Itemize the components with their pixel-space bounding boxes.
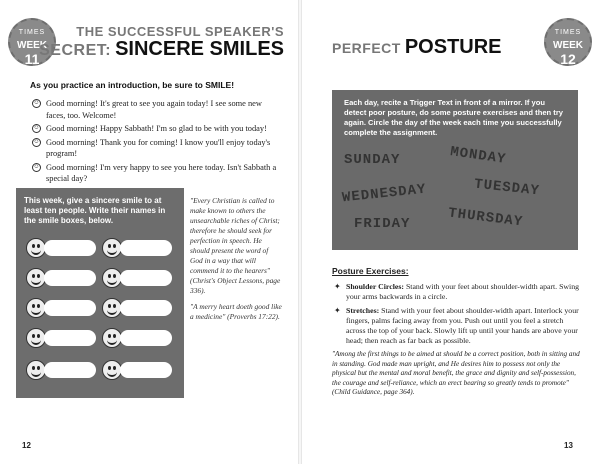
- smiley-face-icon: [26, 360, 46, 380]
- posture-instructions: Each day, recite a Trigger Text in front of a mirror. If you detect poor posture, do some posture exercises and then try again. Circle the day of the week each time you successfully complete the assignment.: [344, 98, 564, 137]
- smiley-icon: ☺: [33, 163, 40, 170]
- greeting-list: [32, 98, 282, 187]
- right-page: [300, 0, 600, 464]
- figure-icon: ✦: [334, 282, 341, 291]
- day-wednesday[interactable]: WEDNESDAY: [341, 181, 428, 207]
- smiley-icon: ☺: [33, 100, 40, 106]
- name-box[interactable]: [44, 300, 96, 316]
- badge-week: WEEK 12: [553, 40, 583, 67]
- smiley-face-icon: [102, 238, 122, 258]
- quote-christ-object-lessons: "Every Christian is called to make known to others the unsearchable riches of Christ; therefore he should seek for perfection in speech. He should present the word of God in a way that will commend it to the hearers" (Christ's Object Lessons, page 336).: [190, 196, 281, 295]
- page-title: SECRET: SINCERE SMILES: [39, 38, 284, 60]
- smiley-icon: ☺: [33, 125, 40, 131]
- badge-week: WEEK 11: [17, 40, 47, 67]
- figure-icon: ✦: [334, 306, 341, 315]
- smiley-face-icon: [26, 238, 46, 258]
- smiley-face-icon: [102, 360, 122, 380]
- smiley-face-icon: [102, 268, 122, 288]
- page-title: PERFECT POSTURE: [332, 36, 502, 58]
- badge-times: TIMES: [18, 29, 46, 36]
- posture-panel: [332, 90, 578, 250]
- exercise-stretches: ✦ Stretches: Stand with your feet about shoulder-width apart. Interlock your fingers, palms facing away from you. Push out until you feel a stretch across the top of your back. Slowly lift up until your hands are above your head; then reach as far back as possible.: [334, 306, 579, 345]
- smile-box-panel: [16, 188, 184, 398]
- name-box[interactable]: [120, 330, 172, 346]
- name-box[interactable]: [120, 240, 172, 256]
- smiley-face-icon: [26, 328, 46, 348]
- day-tuesday[interactable]: TUESDAY: [473, 176, 541, 200]
- name-box[interactable]: [44, 330, 96, 346]
- week-badge: [544, 18, 592, 66]
- page-title-small: THE SUCCESSFUL SPEAKER'S: [76, 24, 284, 39]
- name-box[interactable]: [120, 270, 172, 286]
- name-box[interactable]: [120, 362, 172, 378]
- smiley-face-icon: [102, 328, 122, 348]
- day-friday[interactable]: FRIDAY: [354, 216, 411, 232]
- name-box[interactable]: [44, 270, 96, 286]
- quote-child-guidance: "Among the first things to be aimed at should be a correct position, both in sitting and in standing. God made man upright, and He desires him to possess not only the physical but the mental and moral benefit, the grace and dignity and self-possession, the courage and self-reliance, which an erect bearing so greatly tends to promote" (Child Guidance, page 364).: [332, 350, 580, 396]
- day-sunday[interactable]: SUNDAY: [344, 152, 401, 168]
- quote-proverbs: "A merry heart doeth good like a medicine" (Proverbs 17:22).: [190, 302, 282, 321]
- smiley-face-icon: [26, 298, 46, 318]
- smiley-icon: ☺: [33, 138, 40, 145]
- day-thursday[interactable]: THURSDAY: [447, 205, 524, 231]
- day-monday[interactable]: MONDAY: [449, 144, 508, 168]
- page-number: 12: [22, 441, 31, 450]
- smiley-face-icon: [102, 298, 122, 318]
- name-box[interactable]: [44, 240, 96, 256]
- name-box[interactable]: [120, 300, 172, 316]
- smiley-face-icon: [26, 268, 46, 288]
- subhead: As you practice an introduction, be sure to SMILE!: [30, 80, 235, 90]
- name-box[interactable]: [44, 362, 96, 378]
- badge-times: TIMES: [554, 29, 582, 36]
- exercises-heading: Posture Exercises:: [332, 266, 409, 276]
- exercise-shoulder-circles: ✦ Shoulder Circles: Stand with your feet about shoulder-width apart. Swing your arms backwards in a circle.: [334, 282, 580, 301]
- smile-instructions: This week, give a sincere smile to at least ten people. Write their names in the smile boxes, below.: [24, 196, 166, 225]
- list-item: ☺ Good morning! Happy Sabbath! I'm so glad to be with you today!: [33, 124, 267, 133]
- list-item: ☺ Good morning! Thank you for coming! I know you'll enjoy today's program!: [33, 137, 271, 158]
- list-item: ☺ Good morning! It's great to see you again today! I see some new faces, too. Welcome!: [33, 99, 262, 120]
- page-number: 13: [564, 441, 573, 450]
- list-item: ☺ Good morning! I'm very happy to see you here today. Isn't Sabbath a special day?: [33, 162, 277, 183]
